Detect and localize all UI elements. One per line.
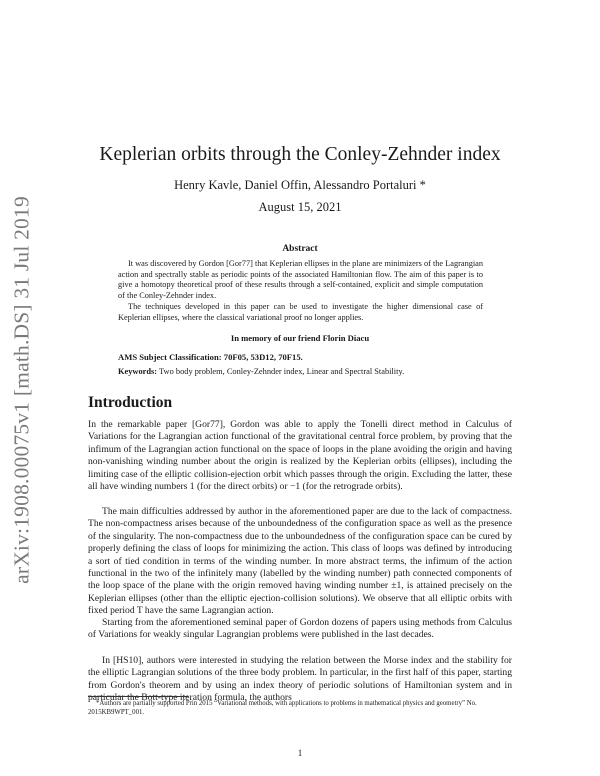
ams-label: AMS Subject Classification: xyxy=(118,352,222,362)
ams-classification xyxy=(118,352,498,362)
page-number: 1 xyxy=(297,748,303,758)
arxiv-identifier-text: arXiv:1908.00075v1 [math.DS] 31 Jul 2019 xyxy=(9,196,34,584)
body-paragraph-1: In the remarkable paper [Gor77], Gordon was able to apply the Tonelli direct method in Calculus of Variations for the Lagrangian action functional of the gravitational central force problem, by proving that the infimum of the Lagrangian action functional on the space of loops in the plane avoiding the origin and having non-vanishing winding number about the origin is realized by the Keplerian orbits (ellipses), including the limiting case of the elliptic collision-ejection orbit which passes through the origin. Excluding the latter, these all have winding numbers 1 (for the direct orbits) or −1 (for the retrograde orbits). xyxy=(88,419,512,493)
footnote: *Authors are partially supported Prin 2015 “Variational methods, with applications to problems in mathematical physics and geometry” No. 2015KB9WPT_001. xyxy=(88,700,477,716)
paper-title: Keplerian orbits through the Conley-Zehnder index xyxy=(99,144,501,165)
keywords-value: Two body problem, Conley-Zehnder index, Linear and Spectral Stability. xyxy=(159,367,405,376)
paper-date: August 15, 2021 xyxy=(258,200,342,214)
abstract-paragraph-1: It was discovered by Gordon [Gor77] that Keplerian ellipses in the plane are minimizers of the Lagrangian action and spectrally stable as periodic points of the associated Hamiltonian flow. The aim of this paper is to give a homotopy theoretical proof of these results through a self-contained, explicit and simple computation of the Conley-Zehnder index. xyxy=(118,259,483,300)
body-paragraph-2: The main difficulties addressed by author in the aforementioned paper are due to the lack of compactness. The non-compactness arises because of the unboundedness of the configuration space as well as the presence of the singularity. The non-compactness due to the unboundedness of the configuration space can be cured by properly defining the class of loops for minimizing the action. This class of loops was defined by introducing a sort of tied condition in terms of the winding number. In more abstract terms, the infimum of the action functional in the two of the infinitely many (labelled by the winding number) path connected components of the loop space of the plane with the origin removed having winding number ±1, is attained precisely on the Keplerian ellipses (other than the elliptic ejection-collision solutions). We observe that all elliptic orbits with fixed period T have the same Lagrangian action. xyxy=(88,506,512,617)
abstract-paragraph-2: The techniques developed in this paper can be used to investigate the higher dimensional case of Keplerian ellipses, where the classical variational proof no longer applies. xyxy=(118,302,483,322)
ams-value: 70F05, 53D12, 70F15. xyxy=(223,352,303,362)
footnote-rule xyxy=(88,696,188,697)
abstract-heading: Abstract xyxy=(282,244,318,254)
keywords xyxy=(118,367,498,376)
arxiv-identifier xyxy=(5,196,39,584)
keywords-label: Keywords: xyxy=(118,367,158,376)
body-paragraph-3: Starting from the aforementioned seminal paper of Gordon dozens of papers using methods from Calculus of Variations for weakly singular Lagrangian problems were published in the last decades. xyxy=(88,617,512,641)
paper-authors: Henry Kavle, Daniel Offin, Alessandro Portaluri * xyxy=(174,178,426,192)
body-paragraph-4: In [HS10], authors were interested in studying the relation between the Morse index and the stability for the elliptic Lagrangian solutions of the three body problem. In particular, in the first half of this paper, starting from Gordon's theorem and by using an index theory of periodic solutions of Hamiltonian system and in particular the Bott-type iteration formula, the authors xyxy=(88,655,512,704)
memory-dedication: In memory of our friend Florin Diacu xyxy=(230,333,370,343)
section-title: Introduction xyxy=(88,394,173,411)
